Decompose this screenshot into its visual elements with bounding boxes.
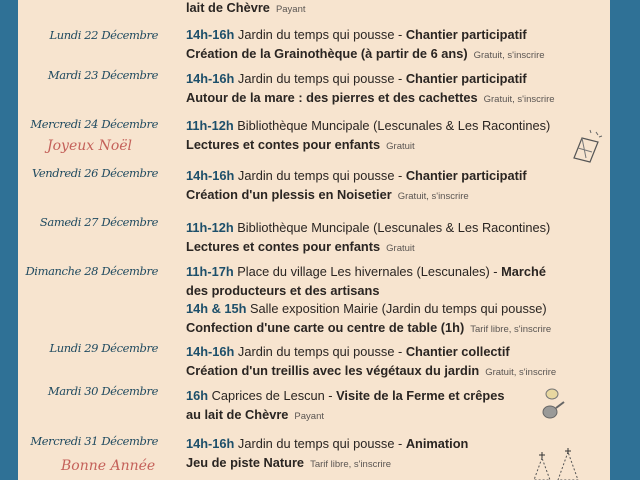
event-item	[186, 219, 606, 256]
greeting-note: Joyeux Noël	[47, 138, 133, 154]
event-date: Vendredi 26 Décembre	[32, 166, 158, 180]
event-line	[186, 263, 606, 282]
event-date: Mercredi 31 Décembre	[30, 434, 158, 448]
event-item	[186, 167, 606, 204]
event-item	[186, 343, 606, 380]
event-place: Jardin du temps qui pousse -	[234, 71, 406, 86]
event-date: Mercredi 24 Décembre	[30, 117, 158, 131]
event-time: 11h-12h	[186, 118, 234, 133]
event-line	[186, 136, 606, 155]
event-item	[186, 70, 606, 107]
event-line	[186, 238, 606, 257]
event-date: Lundi 22 Décembre	[49, 28, 158, 42]
event-price: Gratuit, s'inscrire	[483, 93, 555, 105]
event-price: Payant	[275, 4, 306, 15]
event-line	[186, 45, 606, 64]
event-title: Lectures et contes pour enfants	[186, 238, 381, 254]
event-place: Jardin du temps qui pousse -	[234, 168, 406, 183]
event-line	[186, 70, 606, 89]
event-date: Mardi 23 Décembre	[47, 68, 158, 82]
event-title: Marché	[501, 264, 546, 279]
event-place: Jardin du temps qui pousse -	[234, 27, 406, 42]
event-title: Confection d'une carte ou centre de table (1h)	[186, 319, 465, 335]
event-title: Chantier participatif	[405, 71, 527, 86]
event-title: Création d'un treillis avec les végétaux du jardin	[186, 362, 480, 378]
event-time: 14h-16h	[186, 71, 235, 86]
event-place: Place du village Les hivernales (Lescunales) -	[233, 264, 502, 279]
event-title: Lectures et contes pour enfants	[186, 136, 381, 152]
event-line	[186, 219, 606, 238]
event-time: 11h-17h	[186, 264, 234, 279]
event-time: 14h & 15h	[186, 301, 247, 317]
greeting-note: Bonne Année	[61, 458, 156, 474]
christmas-trees-icon	[528, 448, 583, 480]
event-title: Chantier participatif	[405, 27, 527, 42]
event-line	[186, 26, 606, 45]
event-line	[186, 0, 606, 18]
event-place: Bibliothèque Muncipale (Lescunales & Les Racontines)	[233, 220, 551, 235]
event-date: Samedi 27 Décembre	[39, 215, 158, 229]
event-time: 14h-16h	[186, 168, 235, 183]
event-place: Bibliothèque Muncipale (Lescunales & Les Racontines)	[233, 118, 551, 133]
event-title: lait de Chèvre	[186, 0, 270, 15]
event-time: 14h-16h	[186, 344, 235, 359]
event-price: Gratuit, s'inscrire	[485, 366, 557, 378]
book-icon	[568, 128, 608, 164]
event-place: Jardin du temps qui pousse -	[234, 436, 406, 451]
event-title: Chantier collectif	[405, 344, 510, 359]
event-date: Dimanche 28 Décembre	[25, 264, 158, 278]
event-line	[186, 343, 606, 362]
event-price: Gratuit	[386, 140, 415, 152]
crepe-pan-icon	[538, 384, 568, 424]
event-title: Création de la Grainothèque (à partir de 6 ans)	[186, 45, 468, 61]
event-place: Jardin du temps qui pousse -	[234, 344, 406, 359]
event-price: Tarif libre, s'inscrire	[470, 323, 552, 335]
event-line	[186, 117, 606, 136]
event-title: Autour de la mare : des pierres et des cachettes	[186, 89, 478, 105]
event-place: Salle exposition Mairie (Jardin du temps qui pousse)	[246, 301, 547, 317]
event-line	[186, 319, 606, 338]
event-item	[186, 26, 606, 63]
event-line	[186, 167, 606, 186]
event-title: au lait de Chèvre	[186, 406, 289, 422]
event-title: Animation	[405, 436, 469, 451]
event-price: Gratuit, s'inscrire	[397, 190, 469, 202]
event-date: Mardi 30 Décembre	[47, 384, 158, 398]
event-place: Caprices de Lescun -	[208, 388, 337, 403]
event-line	[186, 300, 606, 319]
event-time: 11h-12h	[186, 220, 234, 235]
event-time: 14h-16h	[186, 436, 235, 451]
event-line	[186, 89, 606, 108]
event-time: 14h-16h	[186, 27, 235, 42]
event-date: Lundi 29 Décembre	[49, 341, 158, 355]
event-price: Gratuit	[386, 242, 415, 254]
event-title: Jeu de piste Nature	[186, 454, 305, 470]
event-item	[186, 0, 606, 18]
event-title: des producteurs et des artisans	[186, 282, 380, 298]
event-title: Chantier participatif	[405, 168, 527, 183]
event-title: Création d'un plessis en Noisetier	[186, 186, 392, 202]
event-price: Gratuit, s'inscrire	[473, 49, 545, 61]
event-price: Tarif libre, s'inscrire	[310, 458, 392, 470]
event-price: Payant	[294, 410, 324, 422]
event-title: Visite de la Ferme et crêpes	[336, 388, 505, 403]
event-item	[186, 263, 606, 337]
event-item	[186, 117, 606, 154]
event-line	[186, 362, 606, 381]
event-line	[186, 282, 606, 301]
event-time: 16h	[186, 388, 209, 403]
event-line	[186, 186, 606, 205]
